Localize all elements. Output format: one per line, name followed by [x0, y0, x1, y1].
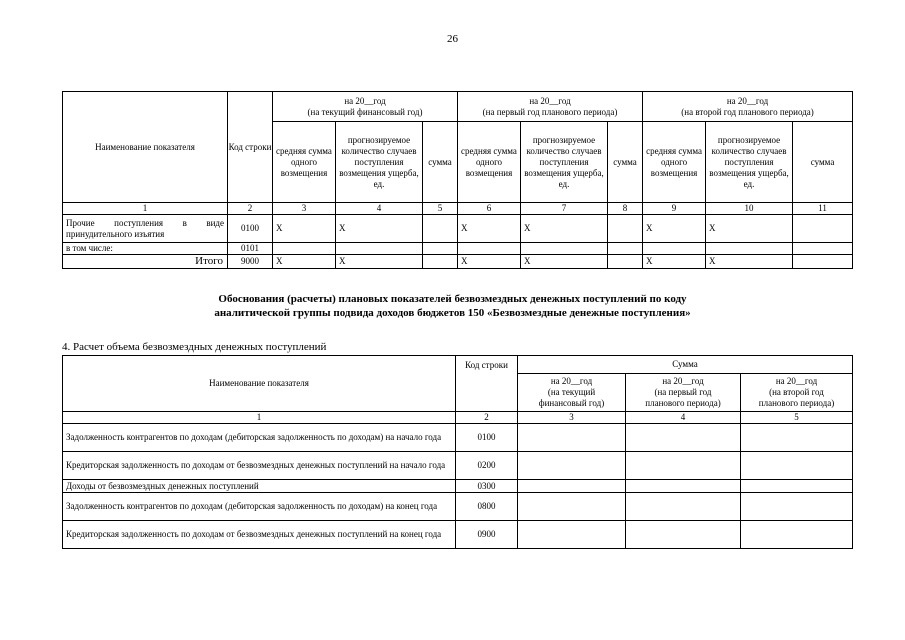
value-cell — [793, 243, 853, 255]
sub-count-3: прогнозируемое количество случаев поступления возмещения ущерба, ед. — [706, 122, 793, 203]
calc-title: 4. Расчет объема безвозмездных денежных поступлений — [62, 341, 327, 353]
x-mark: X — [521, 255, 608, 269]
value-cell — [518, 521, 626, 549]
value-cell — [793, 255, 853, 269]
row-name: в том числе: — [63, 243, 228, 255]
col-number: 1 — [63, 203, 228, 215]
sub-avg-2: средняя сумма одного возмещения — [458, 122, 521, 203]
col-number: 3 — [273, 203, 336, 215]
col-number: 2 — [456, 412, 518, 424]
row-code: 0300 — [456, 480, 518, 493]
header-code: Код строки — [228, 92, 273, 203]
value-cell — [336, 243, 423, 255]
row-code: 0200 — [456, 452, 518, 480]
row-name: Доходы от безвозмездных денежных поступлений — [63, 480, 456, 493]
x-mark: X — [273, 215, 336, 243]
sub-avg-1: средняя сумма одного возмещения — [273, 122, 336, 203]
row-name: Задолженность контрагентов по доходам (дебиторская задолженность по доходам) на конец года — [63, 493, 456, 521]
value-cell — [626, 424, 741, 452]
value-cell — [626, 521, 741, 549]
sub-count-1: прогнозируемое количество случаев поступления возмещения ущерба, ед. — [336, 122, 423, 203]
row-name: Задолженность контрагентов по доходам (дебиторская задолженность по доходам) на начало года — [63, 424, 456, 452]
value-cell — [626, 480, 741, 493]
row-code: 0800 — [456, 493, 518, 521]
value-cell — [521, 243, 608, 255]
row-name: Кредиторская задолженность по доходам от безвозмездных денежных поступлений на конец года — [63, 521, 456, 549]
period-header-current: на 20__год (на текущий финансовый год) — [518, 374, 626, 412]
value-cell — [643, 243, 706, 255]
x-mark: X — [643, 255, 706, 269]
value-cell — [458, 243, 521, 255]
row-code: 9000 — [228, 255, 273, 269]
table-row — [63, 493, 853, 521]
table-row — [63, 424, 853, 452]
col-number: 11 — [793, 203, 853, 215]
x-mark: X — [458, 215, 521, 243]
gratuitous-receipts-table — [62, 355, 853, 549]
section-heading-line: аналитической группы подвида доходов бюджетов 150 «Безвозмездные денежные поступления» — [214, 307, 691, 319]
value-cell — [518, 452, 626, 480]
value-cell — [423, 255, 458, 269]
x-mark: X — [458, 255, 521, 269]
value-cell — [518, 480, 626, 493]
value-cell — [741, 452, 853, 480]
col-number: 10 — [706, 203, 793, 215]
row-code: 0900 — [456, 521, 518, 549]
value-cell — [518, 493, 626, 521]
value-cell — [741, 521, 853, 549]
row-code: 0100 — [456, 424, 518, 452]
col-number: 7 — [521, 203, 608, 215]
col-number: 1 — [63, 412, 456, 424]
header-name: Наименование показателя — [63, 356, 456, 412]
col-number: 3 — [518, 412, 626, 424]
x-mark: X — [521, 215, 608, 243]
table-row — [63, 243, 853, 255]
period-header-first: на 20__год (на первый год планового периода) — [626, 374, 741, 412]
table-row — [63, 521, 853, 549]
row-name: Кредиторская задолженность по доходам от безвозмездных денежных поступлений на начало года — [63, 452, 456, 480]
x-mark: X — [706, 215, 793, 243]
value-cell — [608, 255, 643, 269]
table-row — [63, 215, 853, 243]
section-heading — [40, 292, 865, 320]
forced-seizure-table — [62, 91, 853, 269]
value-cell — [608, 243, 643, 255]
sub-sum-2: сумма — [608, 122, 643, 203]
x-mark: X — [706, 255, 793, 269]
col-number: 4 — [626, 412, 741, 424]
period-header-second: на 20__год (на второй год планового периода) — [741, 374, 853, 412]
x-mark: X — [336, 255, 423, 269]
col-number: 2 — [228, 203, 273, 215]
value-cell — [793, 215, 853, 243]
sub-avg-3: средняя сумма одного возмещения — [643, 122, 706, 203]
section-heading-line: Обоснования (расчеты) плановых показателей безвозмездных денежных поступлений по коду — [218, 293, 687, 305]
value-cell — [626, 452, 741, 480]
x-mark: X — [273, 255, 336, 269]
period-header-current: на 20__год (на текущий финансовый год) — [273, 92, 458, 122]
col-number: 5 — [741, 412, 853, 424]
table-row — [63, 480, 853, 493]
page-number: 26 — [447, 33, 458, 45]
value-cell — [741, 493, 853, 521]
row-name: Прочие поступления в виде принудительного изъятия — [63, 215, 228, 243]
x-mark: X — [643, 215, 706, 243]
header-sum: Сумма — [518, 356, 853, 374]
sub-sum-3: сумма — [793, 122, 853, 203]
period-header-first: на 20__год (на первый год планового периода) — [458, 92, 643, 122]
value-cell — [518, 424, 626, 452]
row-code: 0101 — [228, 243, 273, 255]
x-mark: X — [336, 215, 423, 243]
value-cell — [741, 424, 853, 452]
value-cell — [273, 243, 336, 255]
value-cell — [706, 243, 793, 255]
value-cell — [423, 215, 458, 243]
value-cell — [423, 243, 458, 255]
sub-sum-1: сумма — [423, 122, 458, 203]
value-cell — [741, 480, 853, 493]
sub-count-2: прогнозируемое количество случаев поступления возмещения ущерба, ед. — [521, 122, 608, 203]
row-code: 0100 — [228, 215, 273, 243]
header-name: Наименование показателя — [63, 92, 228, 203]
value-cell — [626, 493, 741, 521]
header-code: Код строки — [456, 356, 518, 412]
col-number: 4 — [336, 203, 423, 215]
col-number: 5 — [423, 203, 458, 215]
col-number: 6 — [458, 203, 521, 215]
period-header-second: на 20__год (на второй год планового периода) — [643, 92, 853, 122]
table-row — [63, 452, 853, 480]
value-cell — [608, 215, 643, 243]
table-row — [63, 255, 853, 269]
col-number: 9 — [643, 203, 706, 215]
col-number: 8 — [608, 203, 643, 215]
row-name-total: Итого — [63, 255, 228, 269]
